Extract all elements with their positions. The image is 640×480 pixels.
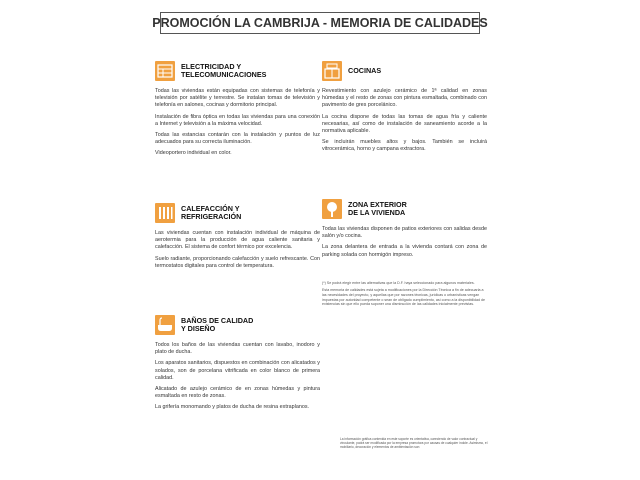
kitchen-icon	[322, 61, 342, 81]
paragraph: Todas las viviendas están equipadas con sistemas de telefonía y televisión por satélite y terrestre. Se instalan tomas de televisión y telefonía en salones, cocinas y dormitorio principal.	[155, 88, 320, 109]
paragraph: Instalación de fibra óptica en todas las viviendas para una conexión a Internet y televisión a la máxima velocidad.	[155, 113, 320, 127]
section-heading	[155, 60, 320, 82]
section-heading	[155, 202, 320, 224]
heading-line-2: TELECOMUNICACIONES	[181, 70, 267, 79]
note: (*) Se podrá elegir entre las alternativas que la D.F. haya seleccionado para algunos materiales.	[322, 280, 475, 285]
paragraph: Todas las viviendas disponen de patios exteriores con salidas desde salón y/o cocina.	[322, 226, 487, 240]
section-heading	[322, 60, 487, 82]
section-electricidad	[155, 60, 320, 162]
footer-note	[340, 437, 490, 450]
heading-line-1: ZONA EXTERIOR	[348, 200, 407, 209]
paragraph: Se incluirán muebles altos y bajos. También se incluirá vitrocerámica, horno y campana extractora.	[322, 139, 487, 153]
radiator-icon	[155, 203, 175, 223]
bathtub-icon	[155, 315, 175, 335]
heading-line-2: DE LA VIVIENDA	[348, 208, 406, 217]
heading-line-2: REFRIGERACIÓN	[181, 212, 242, 221]
section-heading	[155, 314, 320, 336]
heading-line-1: CALEFACCIÓN Y	[181, 204, 240, 213]
heading-line-2: Y DISEÑO	[181, 324, 216, 333]
paragraph: La zona delantera de entrada a la vivienda contará con zona de parking solada con hormigón impreso.	[322, 244, 487, 258]
footer-note-text: La información gráfica contenida en este soporte es orientativa, careciendo de valor contractual y vinculante, podrá ser modificada por la empresa promotora por causas de cualquier índole. Asimismo, el mobiliario, decoración y elementos de ambientación son	[340, 437, 488, 450]
paragraph: Videoportero individual en color.	[155, 150, 232, 157]
section-exterior	[322, 198, 487, 310]
section-banos	[155, 314, 320, 416]
paragraph: Alicatado de azulejo cerámico de en zonas húmedas y pintura esmaltada en resto de zonas.	[155, 386, 320, 400]
paragraph: Las viviendas cuentan con instalación individual de máquina de aerotermia para la producción de agua caliente sanitaria y calefacción. El sistema de confort térmico por excelencia.	[155, 230, 320, 251]
section-cocinas	[322, 60, 487, 158]
paragraph: La cocina dispone de todas las tomas de agua fría y caliente necesarias, así como de instalación de saneamiento acorde a la normativa aplicable.	[322, 113, 487, 135]
heading-line-1: BAÑOS DE CALIDAD	[181, 316, 254, 325]
paragraph: Revestimiento con azulejo cerámico de 1ª calidad en zonas húmedas y el resto de zonas con pintura esmaltada, combinado con pavimento de gres porcelánico.	[322, 88, 487, 109]
heading-line-1: ELECTRICIDAD Y	[181, 62, 242, 71]
page-title: PROMOCIÓN LA CAMBRIJA - MEMORIA DE CALIDADES	[160, 12, 480, 34]
section-calefaccion	[155, 202, 320, 274]
paragraph: Todos los baños de las viviendas cuentan con lavabo, inodoro y plato de ducha.	[155, 342, 320, 356]
paragraph: La grifería monomando y platos de ducha de resina extraplanos.	[155, 404, 310, 411]
electric-panel-icon	[155, 61, 175, 81]
note: Esta memoria de calidades está sujeta a modificaciones por la Dirección Técnica a fin de adecuarla a las necesidades del proyecto, y aquellas que por razones técnicas, jurídicas o urbanísticas vengan impuestas por autoridad competente o sean de obligado cumplimiento, así como a la disponibilidad de existencias sin que ello pueda suponer una disminución de las calidades inicialmente previstas.	[322, 288, 486, 307]
heading-line-1: COCINAS	[348, 66, 382, 75]
paragraph: Suelo radiante, proporcionando calefacción y suelo refrescante. Con termostatos digitales para control de temperatura.	[155, 255, 320, 269]
tree-icon	[322, 199, 342, 219]
paragraph: Todas las estancias contarán con la instalación y puntos de luz adecuados para su correcta iluminación.	[155, 132, 320, 146]
section-heading	[322, 198, 487, 220]
paragraph: Los aparatos sanitarios, dispuestos en combinación con alicatados y solados, son de porcelana vitrificada en color blanco de primera calidad.	[155, 360, 320, 381]
